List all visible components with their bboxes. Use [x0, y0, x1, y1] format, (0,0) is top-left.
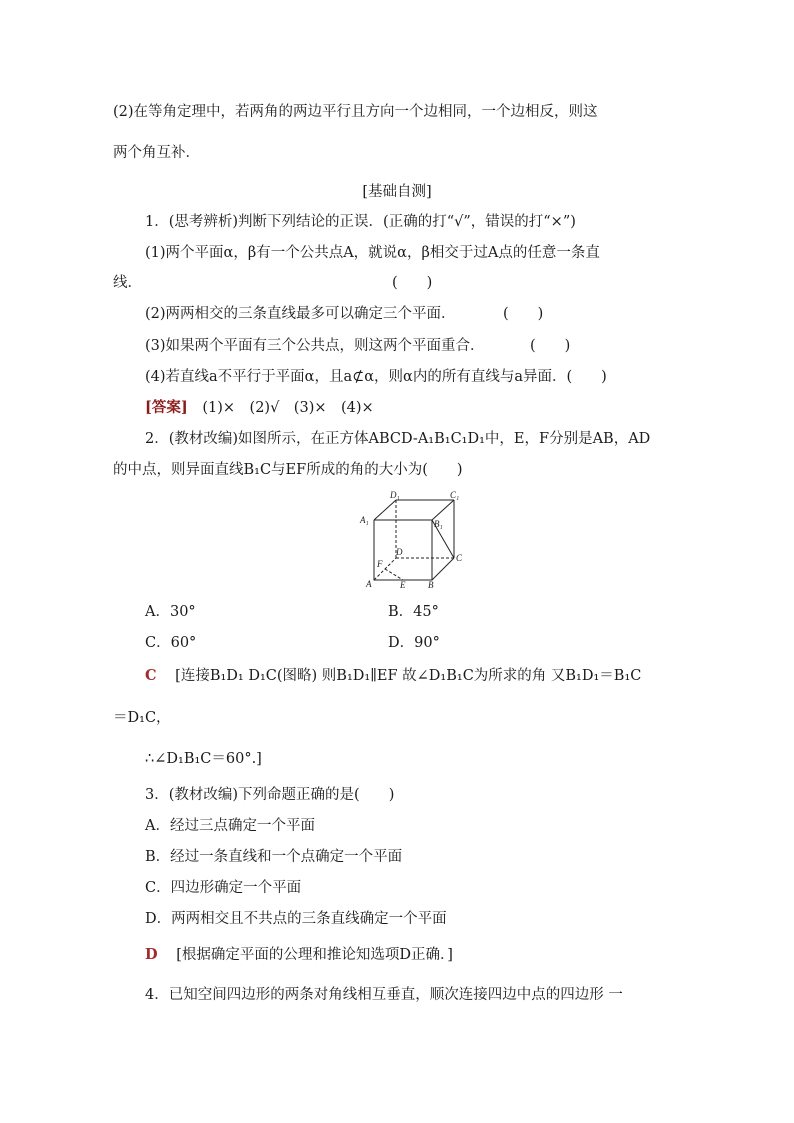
q1-item3: (3)如果两个平面有三个公共点，则这两个平面重合． [145, 338, 485, 354]
q3-explain-row [145, 945, 453, 965]
q1-item3-paren: ( ) [530, 338, 571, 354]
q4-stem: 4．已知空间四边形的两条对角线相互垂直，顺次连接四边中点的四边形 一 [145, 987, 623, 1003]
q3-answer-letter: D [145, 946, 158, 963]
label-D: D [396, 547, 403, 557]
label-B1: B₁ [434, 519, 443, 529]
q1-stem: 1．(思考辨析)判断下列结论的正误．(正确的打“√”，错误的打“×”) [145, 214, 576, 230]
label-A1: A₁ [360, 515, 369, 525]
label-E: E [400, 580, 406, 590]
q2-explain-row [145, 666, 641, 686]
label-C: C [456, 553, 463, 563]
q3-option-c: C．四边形确定一个平面 [145, 880, 302, 896]
q1-answer-text: (1)× (2)√ (3)× (4)× [202, 400, 374, 416]
q2-option-c: C．60° [145, 635, 197, 651]
q1-item1-line2: 线． [113, 275, 142, 291]
q3-option-a: A．经过三点确定一个平面 [145, 818, 315, 834]
q2-option-d: D．90° [388, 635, 440, 651]
q3-stem: 3．(教材改编)下列命题正确的是( ) [145, 787, 395, 803]
label-C1: C₁ [450, 490, 460, 500]
label-A: A [366, 579, 372, 589]
q1-item1-paren: ( ) [392, 275, 433, 291]
q3-option-b: B．经过一条直线和一个点确定一个平面 [145, 849, 403, 865]
q3-option-d: D．两两相交且不共点的三条直线确定一个平面 [145, 911, 447, 927]
q2-explain-line1: [连接B₁D₁ D₁C(图略) 则B₁D₁∥EF 故∠D₁B₁C为所求的角 又B₁D₁＝B₁C [175, 668, 642, 684]
answer-tag: [答案] [145, 399, 188, 416]
q2-stem-line2: 的中点，则异面直线B₁C与EF所成的角的大小为( ) [113, 462, 463, 478]
intro-line-1: (2)在等角定理中，若两角的两边平行且方向一个边相同，一个边相反，则这 [113, 104, 598, 120]
intro-line-2: 两个角互补． [113, 145, 200, 161]
q1-item2-paren: ( ) [503, 306, 544, 322]
q2-explain-line2: ＝D₁C， [113, 710, 171, 726]
label-B: B [428, 580, 434, 590]
q1-item1-line1: (1)两个平面α，β有一个公共点A，就说α，β相交于过A点的任意一条直 [145, 245, 600, 261]
section-title: [基础自测] [362, 184, 432, 200]
q2-option-a: A．30° [145, 604, 196, 620]
cube-figure [358, 490, 468, 590]
q3-explain: [根据确定平面的公理和推论知选项D正确．] [176, 947, 453, 963]
q2-answer-letter: C [145, 667, 157, 684]
q1-answer-row [145, 398, 374, 418]
label-F: F [377, 559, 383, 569]
q2-option-b: B．45° [388, 604, 439, 620]
q2-explain-line3: ∴∠D₁B₁C＝60°.] [145, 751, 262, 767]
label-D1: D₁ [390, 490, 400, 500]
q1-item2: (2)两两相交的三条直线最多可以确定三个平面． [145, 306, 456, 322]
q1-item4: (4)若直线a不平行于平面α，且a⊄α，则α内的所有直线与a异面．( ) [145, 369, 607, 385]
q2-stem-line1: 2．(教材改编)如图所示，在正方体ABCD-A₁B₁C₁D₁中，E，F分别是AB，AD [145, 431, 651, 447]
